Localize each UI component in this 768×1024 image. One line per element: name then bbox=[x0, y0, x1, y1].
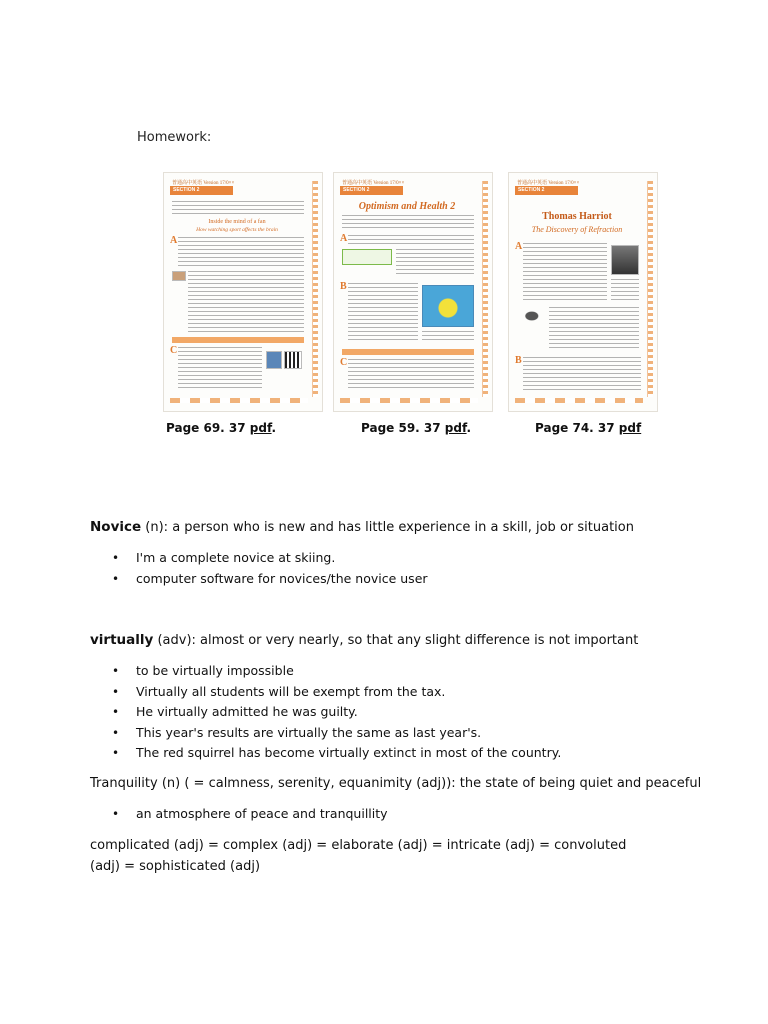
example-item: • He virtually admitted he was guilty. bbox=[112, 702, 561, 723]
example-list-tranquility bbox=[112, 804, 388, 825]
scan-text-block bbox=[188, 271, 304, 333]
scan-highlight-band bbox=[342, 349, 474, 355]
pdf-link[interactable]: pdf bbox=[249, 421, 272, 435]
scan-text-block bbox=[611, 279, 639, 303]
telescope-image bbox=[523, 307, 545, 325]
scan-section-bar: SECTION 2 bbox=[170, 186, 233, 195]
scan-footer-strip bbox=[515, 398, 643, 403]
book-page-scan-69 bbox=[163, 172, 323, 412]
scan-drop-cap: B bbox=[340, 281, 347, 292]
vocab-definition: (adv): almost or very nearly, so that any slight difference is not important bbox=[153, 633, 639, 648]
scan-title: Optimism and Health 2 bbox=[358, 201, 456, 212]
scan-logo-image bbox=[342, 249, 392, 265]
scan-thumbnail-image bbox=[172, 271, 186, 281]
scan-footer-strip bbox=[340, 398, 478, 403]
scan-text-block bbox=[549, 307, 639, 351]
vocab-word: Novice bbox=[90, 519, 142, 535]
scan-drop-cap: A bbox=[515, 241, 523, 252]
scan-subtitle: How watching sport affects the brain bbox=[196, 227, 278, 233]
vocab-word: virtually bbox=[90, 632, 154, 648]
vocab-definition: (n): a person who is new and has little experience in a skill, job or situation bbox=[141, 520, 634, 535]
scan-text-block bbox=[396, 249, 474, 277]
qr-code-icon bbox=[284, 351, 302, 369]
scan-drop-cap: C bbox=[170, 345, 178, 356]
example-item: • an atmosphere of peace and tranquillity bbox=[112, 804, 388, 825]
book-page-scan-74 bbox=[508, 172, 658, 412]
scan-drop-cap: A bbox=[170, 235, 178, 246]
scan-subtitle: The Discovery of Refraction bbox=[531, 225, 623, 234]
caption-page-59: Page 59. 37 pdf. bbox=[361, 421, 472, 435]
bullet-icon: • bbox=[112, 664, 120, 678]
scan-drop-cap: C bbox=[340, 357, 348, 368]
scan-edge-rule bbox=[647, 181, 653, 397]
vocab-entry-tranquility: Tranquility (n) ( = calmness, serenity, equanimity (adj)): the state of being quiet and peaceful bbox=[90, 776, 702, 791]
scan-highlight-band bbox=[172, 337, 304, 343]
scan-footer-strip bbox=[170, 398, 308, 403]
scan-text-block bbox=[523, 243, 607, 303]
scan-text-block bbox=[348, 359, 474, 391]
vocab-entry-novice bbox=[90, 517, 634, 538]
scan-title: Thomas Harriot bbox=[542, 211, 612, 222]
bullet-icon: • bbox=[112, 571, 120, 586]
scan-text-block bbox=[348, 235, 474, 245]
scan-photo bbox=[266, 351, 282, 369]
scan-section-bar: SECTION 2 bbox=[515, 186, 578, 195]
scan-text-block bbox=[342, 215, 474, 229]
synonym-list-complicated: complicated (adj) = complex (adj) = elaborate (adj) = intricate (adj) = convoluted (adj) = sophisticated (adj) bbox=[90, 838, 627, 874]
bullet-icon: • bbox=[112, 705, 120, 719]
example-item: • The red squirrel has become virtually extinct in most of the country. bbox=[112, 743, 561, 764]
caption-page-74: Page 74. 37 pdf bbox=[535, 421, 642, 435]
scan-text-block bbox=[422, 331, 474, 343]
pdf-link[interactable]: pdf bbox=[618, 421, 642, 435]
vocab-entry-virtually bbox=[90, 630, 638, 651]
smiley-face-image bbox=[422, 285, 474, 327]
caption-page-69: Page 69. 37 pdf. bbox=[166, 421, 277, 435]
example-item: • This year's results are virtually the same as last year's. bbox=[112, 723, 561, 744]
example-item: • Virtually all students will be exempt from the tax. bbox=[112, 682, 561, 703]
bullet-icon: • bbox=[112, 725, 120, 740]
example-list-virtually bbox=[112, 661, 561, 764]
portrait-image bbox=[611, 245, 639, 275]
book-page-scan-59 bbox=[333, 172, 493, 412]
scan-header-tag: 普通高中英语 Version 17/0×× bbox=[342, 181, 405, 186]
scan-header-tag: 普通高中英语 Version 17/0×× bbox=[517, 181, 580, 186]
scan-text-block bbox=[178, 347, 262, 391]
scan-edge-rule bbox=[312, 181, 318, 397]
bullet-icon: • bbox=[112, 684, 120, 699]
scan-text-block bbox=[523, 357, 641, 393]
bullet-icon: • bbox=[112, 551, 120, 565]
scan-edge-rule bbox=[482, 181, 488, 397]
scan-header-tag: 普通高中英语 Version 17/0×× bbox=[172, 181, 235, 186]
bullet-icon: • bbox=[112, 807, 120, 821]
pdf-link[interactable]: pdf bbox=[444, 421, 467, 435]
scan-text-block bbox=[172, 201, 304, 215]
bullet-icon: • bbox=[112, 746, 120, 760]
scan-drop-cap: B bbox=[515, 355, 522, 366]
example-item: • I'm a complete novice at skiing. bbox=[112, 548, 428, 569]
homework-label: Homework: bbox=[137, 130, 212, 145]
scan-section-bar: SECTION 2 bbox=[340, 186, 403, 195]
example-item: • to be virtually impossible bbox=[112, 661, 561, 682]
scan-drop-cap: A bbox=[340, 233, 348, 244]
scan-text-block bbox=[348, 283, 418, 343]
scan-text-block bbox=[178, 237, 304, 267]
scan-title: Inside the mind of a fan bbox=[208, 219, 266, 225]
example-list-novice bbox=[112, 548, 428, 589]
example-item: • computer software for novices/the novice user bbox=[112, 569, 428, 590]
